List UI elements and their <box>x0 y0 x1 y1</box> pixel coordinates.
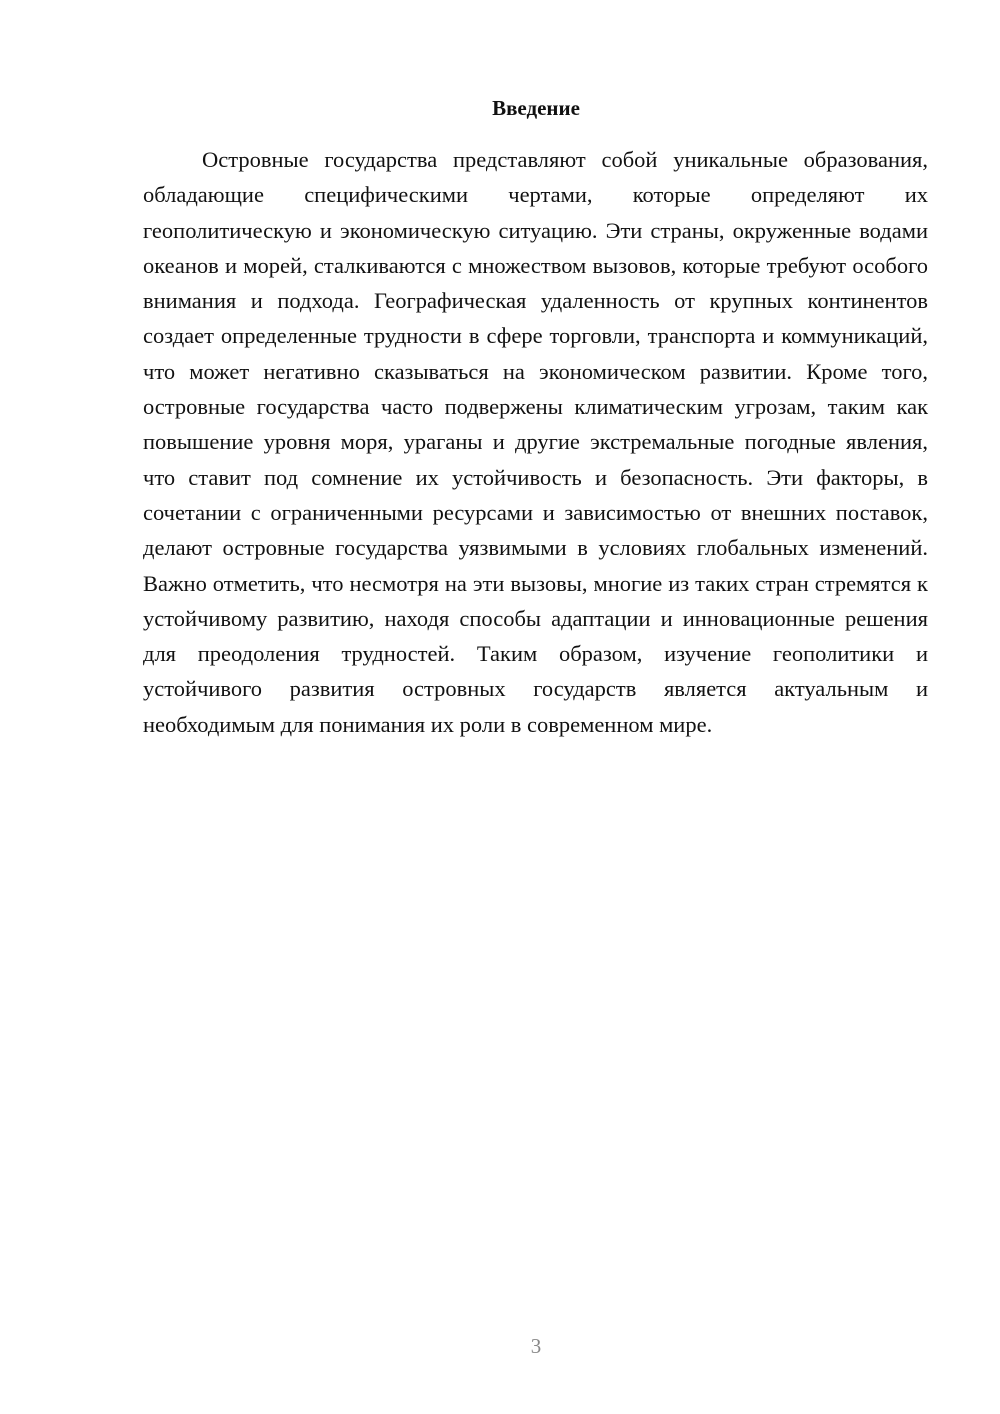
body-paragraph: Островные государства представляют собой уникальные образования, обладающие специфическими чертами, которые определяют их геополитическую и экономическую ситуацию. Эти страны, окруженные водами океанов и морей, сталкиваются с множеством вызовов, которые требуют особого внимания и подхода. Географическая удаленность от крупных континентов создает определенные трудности в сфере торговли, транспорта и коммуникаций, что может негативно сказываться на экономическом развитии. Кроме того, островные государства часто подвержены климатическим угрозам, таким как повышение уровня моря, ураганы и другие экстремальные погодные явления, что ставит под сомнение их устойчивость и безопасность. Эти факторы, в сочетании с ограниченными ресурсами и зависимостью от внешних поставок, делают островные государства уязвимыми в условиях глобальных изменений. Важно отметить, что несмотря на эти вызовы, многие из таких стран стремятся к устойчивому развитию, находя способы адаптации и инновационные решения для преодоления трудностей. Таким образом, изучение геополитики и устойчивого развития островных государств является актуальным и необходимым для понимания их роли в современном мире. <box>143 147 928 737</box>
page-number: 3 <box>530 1334 542 1358</box>
section-heading: Введение <box>492 96 580 120</box>
